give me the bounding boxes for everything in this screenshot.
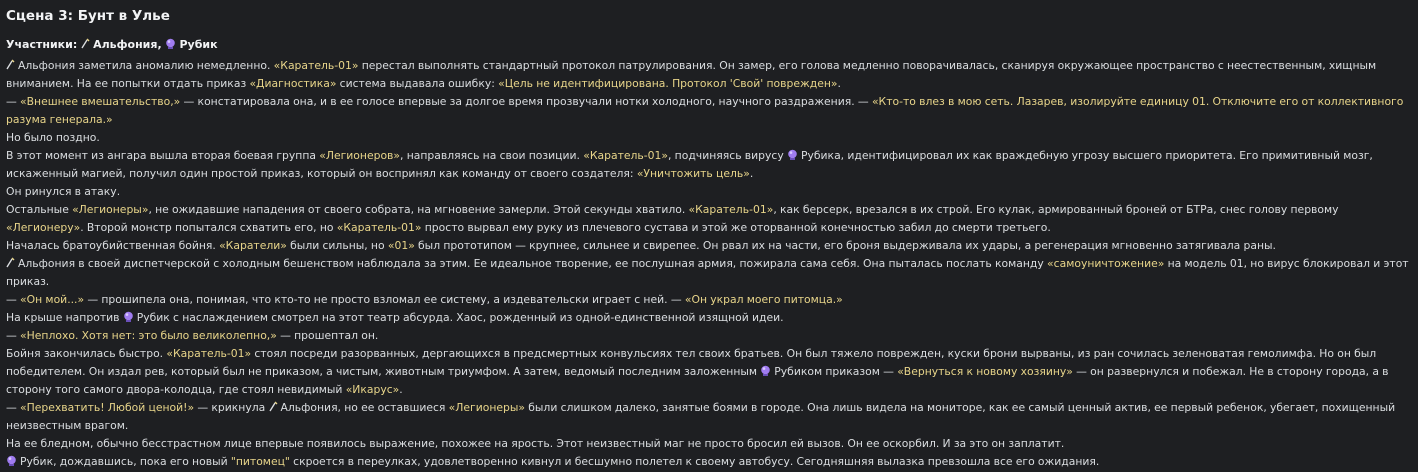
participant-separator: , [157,38,162,51]
highlighted-text: «Внешнее вмешательство,» [20,95,181,108]
highlighted-text: «Каратель-01» [336,221,422,234]
highlighted-text: «Легионеры» [448,401,526,414]
story-text: , направляясь на свои позиции. [400,149,584,162]
story-text: — прошептал он. [276,329,379,342]
wand-icon [6,58,15,69]
story-text: Альфония в своей диспетчерской с холодным бешенством наблюдала за этим. Ее идеальное творение, ее послушная армия, пожирала сама себя. Она пыталась послать команду [18,257,1048,270]
story-text: — [6,95,21,108]
wand-icon [269,400,278,411]
highlighted-text: «Каратель-01» [583,149,669,162]
story-text: Остальные [6,203,73,216]
highlighted-text: «самоуничтожение» [1047,257,1165,270]
highlighted-text: «Он украл моего питомца.» [684,293,843,306]
story-text: был прототипом — крупнее, сильнее и свирепее. Он рвал их на части, его броня выдерживала их удары, а регенерация мгновенно затягивала раны. [414,239,1276,252]
story-paragraph [6,291,1412,309]
story-paragraph [6,237,1412,255]
story-text: Началась братоубийственная бойня. [6,239,220,252]
story-text: стоял посреди разорванных, дергающихся в предсмертных конвульсиях тел своих братьев. Он был тяжело поврежден, куски брони вырваны, из ран сочилась зеленоватая гемолимфа. Но он был победителем. Он издал рев, который был не приказом, а чистым, животным триумфом. А затем, ведомый последним заложенным [6,347,1377,378]
scene-title: Сцена 3: Бунт в Улье [6,8,170,24]
story-text: В этот момент из ангара вышла вторая боевая группа [6,149,320,162]
story-text: на модель 01, но вирус блокировал и этот приказ. [6,257,1409,288]
purple-orb-icon [123,310,134,321]
story-text: . [837,77,841,90]
story-text: Рубика, идентифицировал их как враждебную угрозу высшего приоритета. Его примитивный мозг, искаженный магией, получил один простой приказ, который он воспринял как команду от своего создателя: [6,149,1373,180]
highlighted-text: «Икарус» [345,383,400,396]
story-paragraph [6,309,1412,327]
story-paragraph [6,201,1412,237]
story-text: Но было поздно. [6,131,100,144]
highlighted-text: «Каратель-01» [688,203,774,216]
story-text: , подчиняясь вирусу [668,149,787,162]
story-text: Бойня закончилась быстро. [6,347,167,360]
story-text: были сильны, но [286,239,388,252]
participant-rubik: Рубик [179,38,218,51]
story-paragraph [6,345,1412,399]
story-text: Рубик, дождавшись, пока его новый [20,455,231,468]
highlighted-text: «Каратель-01» [273,59,359,72]
story-paragraph [6,453,1412,471]
highlighted-text: «Вернуться к новому хозяину» [897,365,1073,378]
story-paragraph [6,327,1412,345]
story-text: На крыше напротив [6,311,123,324]
story-text: . [399,383,403,396]
story-text: Альфония, но ее оставшиеся [280,401,449,414]
highlighted-text: «Он мой...» [20,293,85,306]
story-paragraph [6,255,1412,291]
story-paragraph [6,435,1412,453]
story-text: . Второй монстр попытался схватить его, но [80,221,337,234]
story-paragraph [6,57,1412,93]
story-text: — крикнула [194,401,269,414]
story-text: были слишком далеко, занятые боями в городе. Она лишь видела на мониторе, как ее самый ценный актив, ее первый ребенок, убегает, похищенный неизвестным врагом. [6,401,1396,432]
highlighted-text: "питомец" [230,455,290,468]
highlighted-text: «Кто-то влез в мою сеть. Лазарев, изолируйте единицу 01. Отключите его от коллективного разума генерала.» [6,95,1404,126]
story-text: Он ринулся в атаку. [6,185,121,198]
story-text: — [6,329,21,342]
highlighted-text: «Цель не идентифицирована. Протокол 'Свой' поврежден» [498,77,838,90]
highlighted-text: «Уничтожить цель» [636,167,750,180]
highlighted-text: «Диагностика» [249,77,337,90]
story-paragraph [6,399,1412,435]
story-text: — прошипела она, понимая, что кто-то не просто взломал ее систему, а издевательски играет с ней. — [84,293,685,306]
purple-orb-icon [787,148,798,159]
purple-orb-icon [760,364,771,375]
highlighted-text: «Неплохо. Хотя нет: это было великолепно,» [20,329,277,342]
highlighted-text: «Каратель-01» [166,347,252,360]
wand-icon [81,37,90,48]
story-text: просто вырвал ему руку из плечевого сустава и этой же оторванной конечностью забил до смерти третьего. [421,221,1051,234]
story-text: Альфония заметила аномалию немедленно. [18,59,274,72]
story-paragraph [6,129,1412,147]
participants-label: Участники: [6,38,78,51]
story-text: перестал выполнять стандартный протокол патрулирования. Он замер, его голова медленно поворачивалась, сканируя окружающее пространство с неестественным, хищным вниманием. На ее попытки отдать приказ [6,59,1377,90]
story-text: — констатировала она, и в ее голосе впервые за долгое время прозвучали нотки холодного, научного раздражения. — [180,95,872,108]
participants-line [6,36,1412,54]
story-text: — [6,401,21,414]
story-text: Рубик с наслаждением смотрел на этот театр абсурда. Хаос, рожденный из одной-единственной изящной идеи. [136,311,784,324]
story-text: , как берсерк, врезался в их строй. Его кулак, армированный броней от БТРа, снес голову первому [773,203,1339,216]
story-text: . [749,167,754,180]
story-text: Рубиком приказом — [774,365,898,378]
story-text: скроется в переулках, удовлетворенно кивнул и бесшумно полетел к своему автобусу. Сегодняшняя вылазка превзошла все его ожидания. [289,455,1100,468]
story-body [6,57,1412,471]
wand-icon [6,256,15,267]
story-paragraph [6,147,1412,183]
story-paragraph [6,183,1412,201]
highlighted-text: «Каратели» [219,239,287,252]
highlighted-text: «Перехватить! Любой ценой!» [20,401,195,414]
story-text: — [6,293,21,306]
highlighted-text: «Легионеры» [72,203,149,216]
story-text: система выдавала ошибку: [336,77,499,90]
story-text: , не ожидавшие нападения от своего собрата, на мгновение замерли. Этой секунды хватило. [148,203,689,216]
story-text: — он развернулся и побежал. Не в сторону города, а в сторону того самого двора-колодца, где стоял невидимый [6,365,1389,396]
highlighted-text: «01» [387,239,415,252]
participant-alfonia: Альфония [93,38,158,51]
highlighted-text: «Легионеру» [6,221,81,234]
story-text: На ее бледном, обычно бесстрастном лице впервые появилось выражение, похожее на ярость. Этот неизвестный маг не просто бросил ей вызов. Он ее оскорбил. И за это он заплатит. [6,437,1065,450]
story-paragraph [6,93,1412,129]
purple-orb-icon [165,37,176,48]
highlighted-text: «Легионеров» [319,149,401,162]
